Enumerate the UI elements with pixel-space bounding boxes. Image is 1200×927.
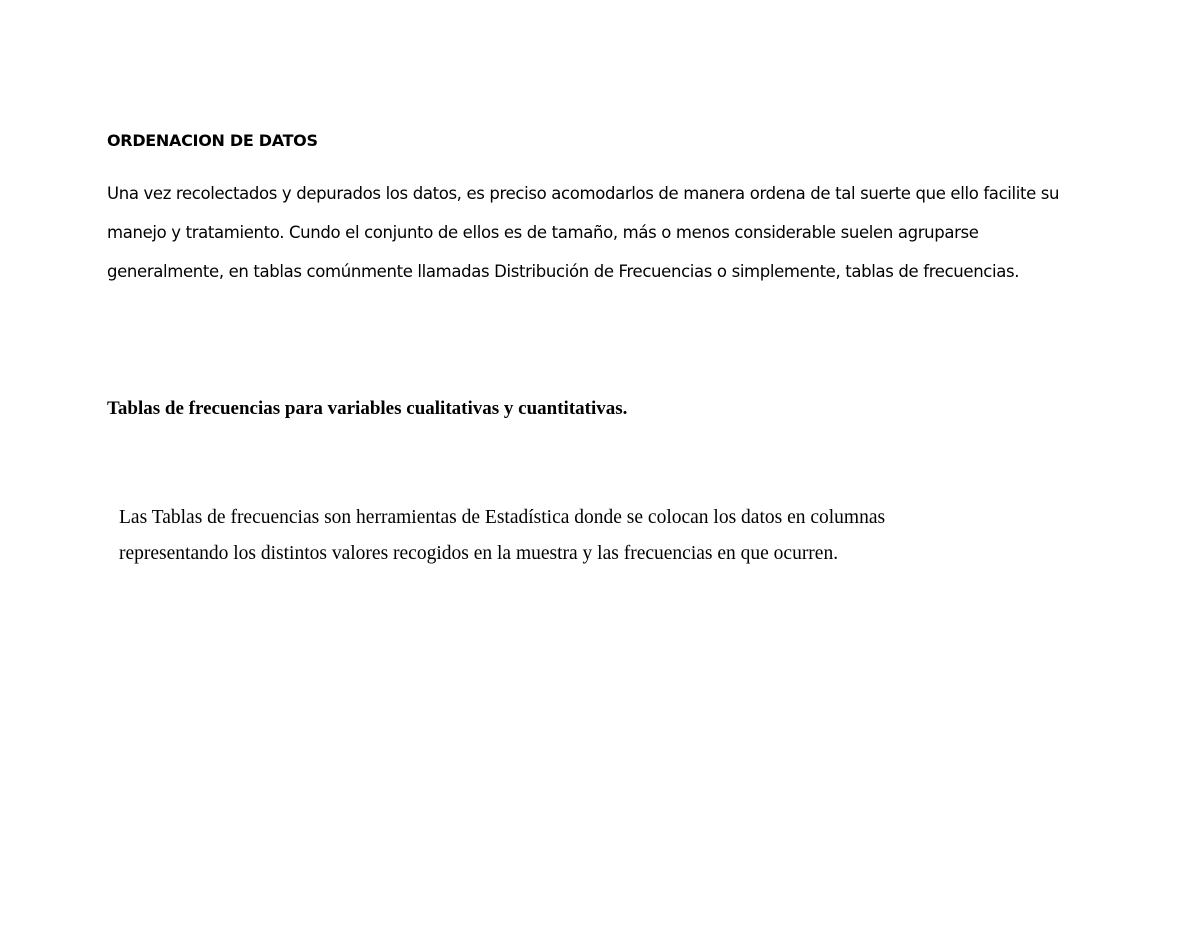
section-heading: ORDENACION DE DATOS bbox=[107, 131, 318, 150]
subsection-heading: Tablas de frecuencias para variables cualitativas y cuantitativas. bbox=[107, 398, 628, 419]
intro-paragraph: Una vez recolectados y depurados los datos, es preciso acomodarlos de manera ordena de tal suerte que ello facilite su manejo y tratamiento. Cundo el conjunto de ellos es de tamaño, más o menos considerable suelen agruparse generalmente, en tablas comúnmente llamadas Distribución de Frecuencias o simplemente, tablas de frecuencias. bbox=[107, 184, 1060, 281]
body-paragraph: Las Tablas de frecuencias son herramientas de Estadística donde se colocan los datos en columnas representando los distintos valores recogidos en la muestra y las frecuencias en que ocurren. bbox=[119, 507, 886, 564]
